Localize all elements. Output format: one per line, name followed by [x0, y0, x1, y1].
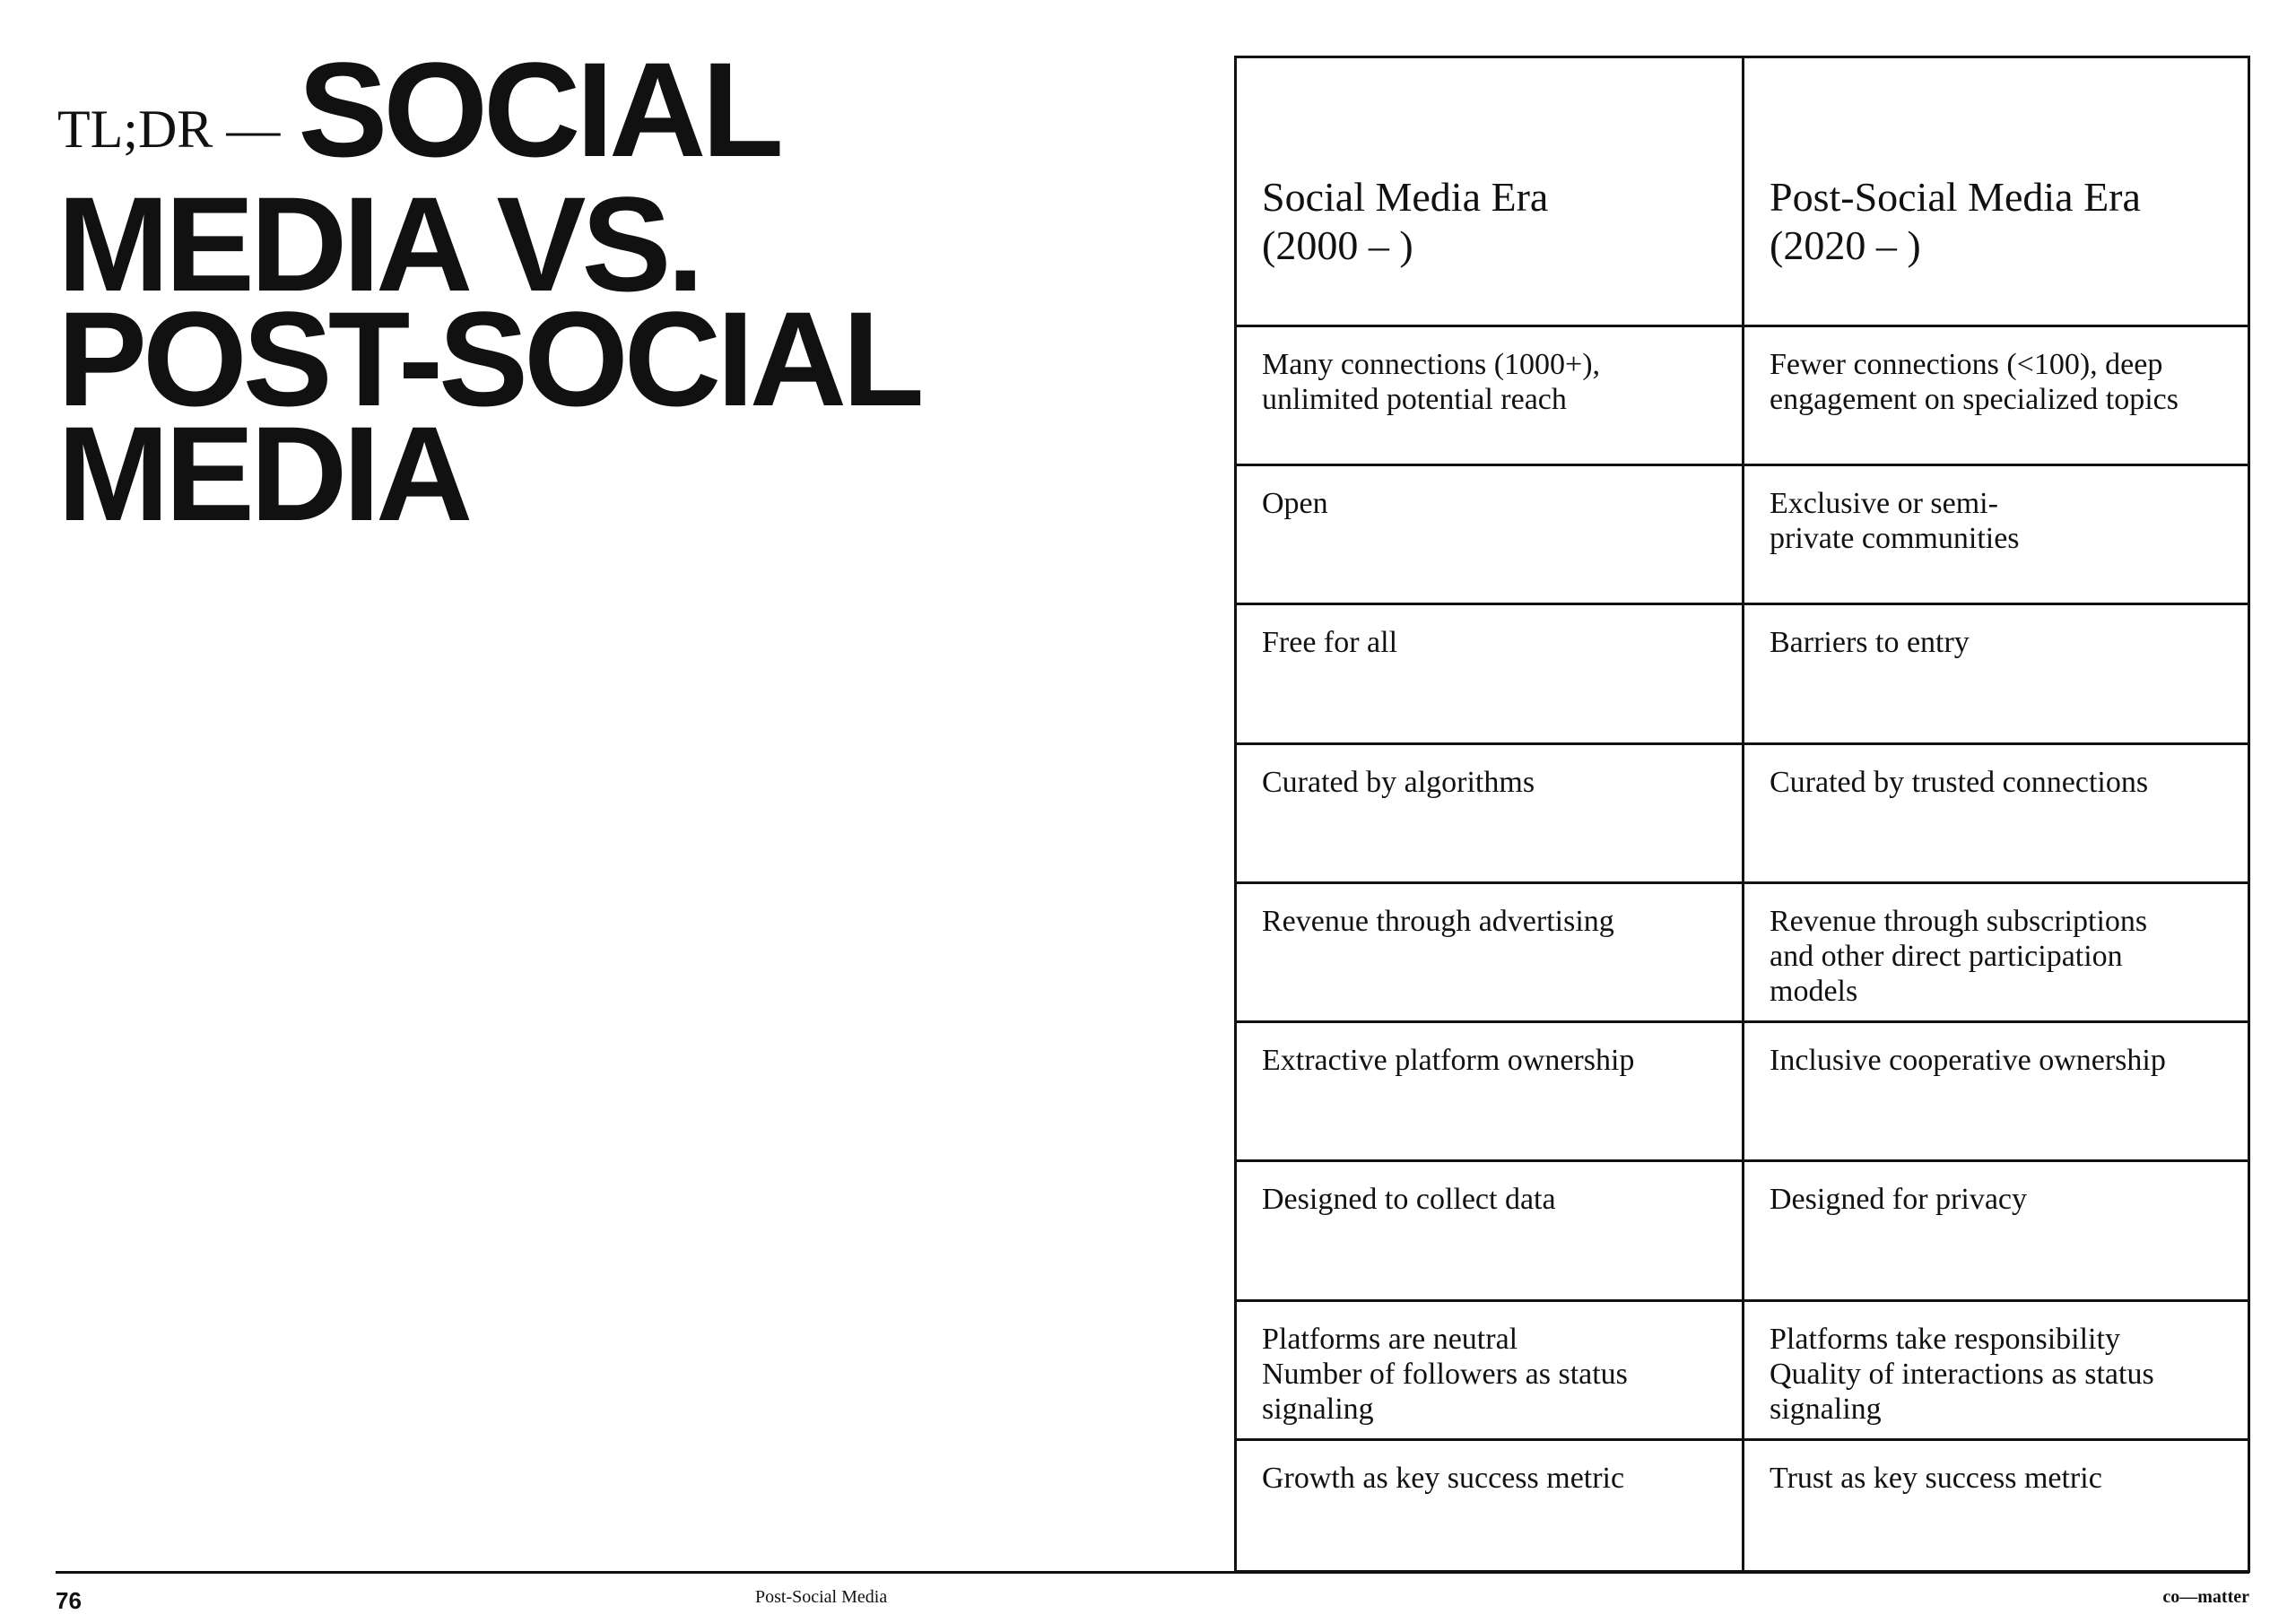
page-number: 76: [56, 1587, 82, 1614]
footer-divider: [56, 1571, 2249, 1574]
cell-social: Revenue through advertising: [1236, 882, 1744, 1021]
cell-social: Extractive platform ownership: [1236, 1022, 1744, 1161]
publisher-mark: co—matter: [2162, 1587, 2249, 1607]
cell-social: Designed to collect data: [1236, 1161, 1744, 1300]
title-line-2: MEDIA VS.: [57, 169, 700, 319]
table-row: [1236, 882, 2249, 1021]
header-post-social-media-era: Post-Social Media Era (2020 – ): [1744, 57, 2249, 326]
cell-social: Curated by algorithms: [1236, 743, 1744, 882]
table-row: [1236, 1022, 2249, 1161]
tldr-prefix: TL;DR —: [57, 100, 281, 159]
table-row: [1236, 604, 2249, 743]
title-line-1: [57, 34, 1134, 187]
cell-post-social: Trust as key success metric: [1744, 1439, 2249, 1571]
table-row: [1236, 326, 2249, 465]
cell-post-social: Curated by trusted connections: [1744, 743, 2249, 882]
table-header-row: [1236, 57, 2249, 326]
cell-post-social: Fewer connections (<100), deep engagement on specialized topics: [1744, 326, 2249, 465]
page-title: [57, 34, 1134, 549]
cell-social: Platforms are neutral Number of followers as status signaling: [1236, 1300, 1744, 1439]
title-line-4: MEDIA: [57, 398, 469, 549]
cell-post-social: Exclusive or semi- private communities: [1744, 465, 2249, 604]
cell-post-social: Revenue through subscriptions and other direct participation models: [1744, 882, 2249, 1021]
table-row: [1236, 1300, 2249, 1439]
cell-post-social: Barriers to entry: [1744, 604, 2249, 743]
running-title: Post-Social Media: [755, 1587, 888, 1607]
cell-post-social: Inclusive cooperative ownership: [1744, 1022, 2249, 1161]
cell-social: Free for all: [1236, 604, 1744, 743]
table-row: [1236, 465, 2249, 604]
table-row: [1236, 1439, 2249, 1571]
table-row: [1236, 1161, 2249, 1300]
cell-post-social: Platforms take responsibility Quality of interactions as status signaling: [1744, 1300, 2249, 1439]
title-word-social: SOCIAL: [298, 34, 780, 185]
header-social-media-era: Social Media Era (2000 – ): [1236, 57, 1744, 326]
cell-social: Open: [1236, 465, 1744, 604]
table-row: [1236, 743, 2249, 882]
cell-post-social: Designed for privacy: [1744, 1161, 2249, 1300]
cell-social: Many connections (1000+), unlimited potential reach: [1236, 326, 1744, 465]
comparison-table: [1234, 56, 2250, 1573]
title-line-3: POST-SOCIAL: [57, 283, 920, 434]
cell-social: Growth as key success metric: [1236, 1439, 1744, 1571]
